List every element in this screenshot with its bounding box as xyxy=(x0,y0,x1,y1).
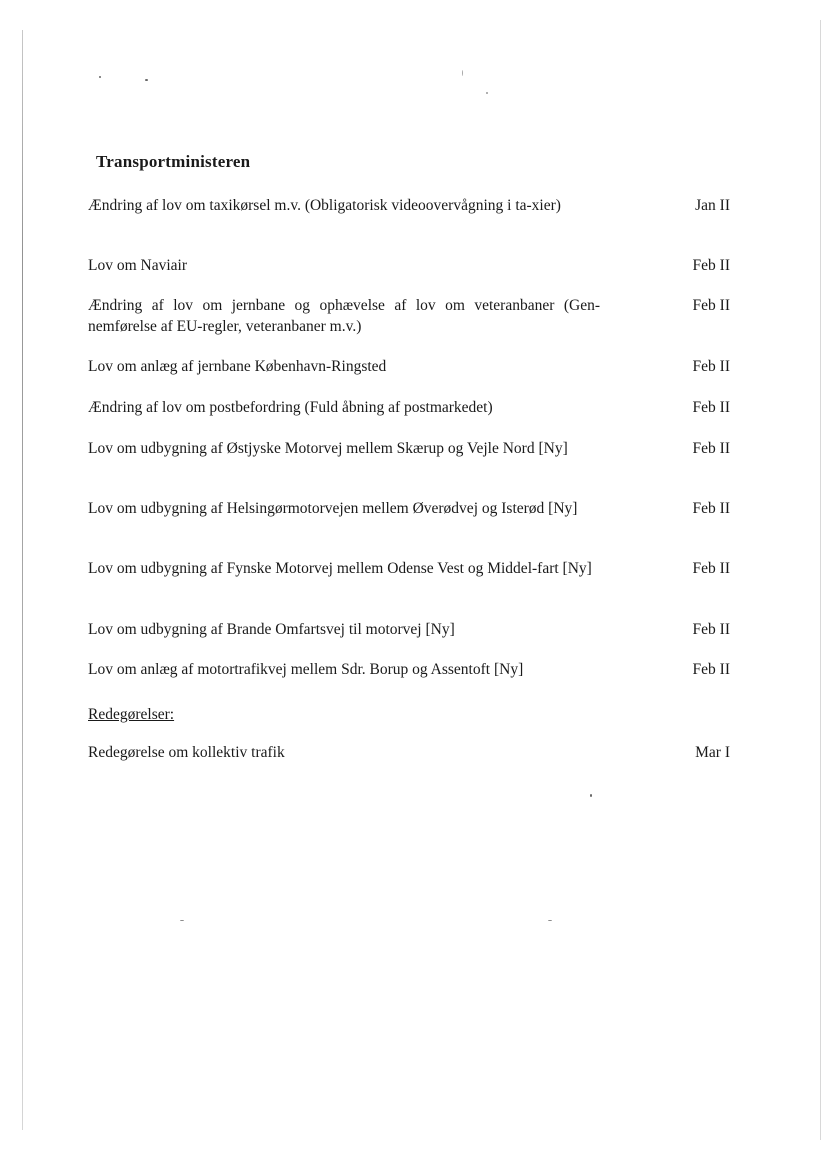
item-date: Feb II xyxy=(692,358,730,375)
item-date: Jan II xyxy=(695,197,730,214)
scan-speck xyxy=(486,92,488,94)
item-date: Feb II xyxy=(692,621,730,638)
scan-speck xyxy=(145,79,148,81)
item-text: Ændring af lov om postbefordring (Fuld åbning af postmarkedet) xyxy=(88,399,493,416)
item-date: Feb II xyxy=(692,661,730,678)
subheading-redegoerelser: Redegørelser: xyxy=(88,706,175,723)
scan-speck xyxy=(462,70,463,76)
scan-edge-left xyxy=(22,30,23,1130)
item-text: Lov om anlæg af motortrafikvej mellem Sdr. Borup og Assentoft [Ny] xyxy=(88,661,524,678)
item-date: Feb II xyxy=(692,560,730,577)
item-text: Lov om udbygning af Fynske Motorvej mellem Odense Vest og Middel-fart [Ny] xyxy=(88,560,592,577)
item-date: Feb II xyxy=(692,297,730,314)
item-text: Lov om Naviair xyxy=(88,257,188,274)
item-date: Feb II xyxy=(692,440,730,457)
item-date: Feb II xyxy=(692,399,730,416)
item-text: Ændring af lov om taxikørsel m.v. (Obligatorisk videoovervågning i ta-xier) xyxy=(88,197,561,214)
item-date: Feb II xyxy=(692,257,730,274)
item-text: Lov om udbygning af Østjyske Motorvej mellem Skærup og Vejle Nord [Ny] xyxy=(88,440,568,457)
item-text: Ændring af lov om jernbane og ophævelse af lov om veteranbaner (Gen-nemførelse af EU-regler, veteranbaner m.v.) xyxy=(88,297,600,335)
item-date: Feb II xyxy=(692,500,730,517)
item-text: Lov om udbygning af Helsingørmotorvejen mellem Øverødvej og Isterød [Ny] xyxy=(88,500,578,517)
item-text: Redegørelse om kollektiv trafik xyxy=(88,744,285,761)
scan-speck xyxy=(99,76,101,78)
scan-speck xyxy=(590,794,592,797)
item-date: Mar I xyxy=(695,744,730,761)
scan-edge-right xyxy=(820,20,821,1140)
item-text: Lov om anlæg af jernbane København-Ringsted xyxy=(88,358,387,375)
scan-speck xyxy=(180,920,184,921)
section-title: Transportministeren xyxy=(96,152,251,171)
scan-speck xyxy=(548,920,552,921)
item-text: Lov om udbygning af Brande Omfartsvej til motorvej [Ny] xyxy=(88,621,455,638)
